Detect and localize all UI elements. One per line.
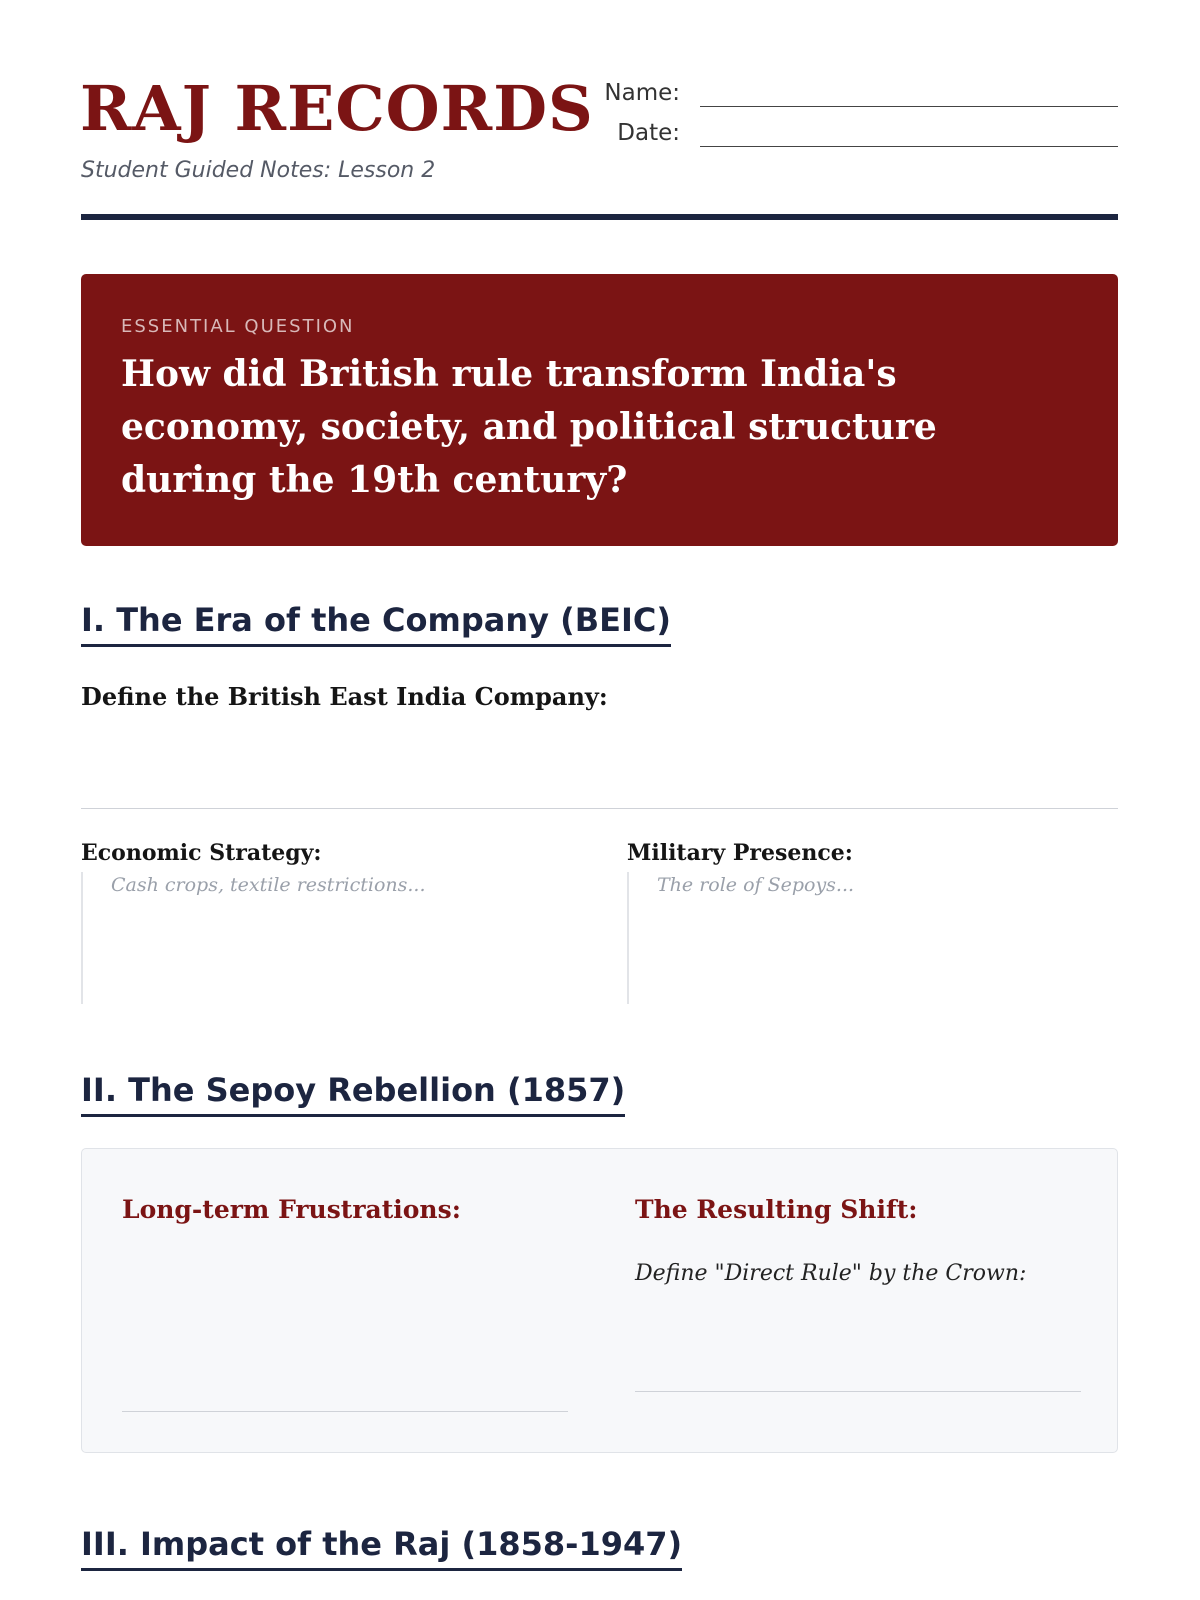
header-divider xyxy=(81,214,1118,220)
date-field[interactable] xyxy=(700,146,1118,147)
economic-strategy-notes[interactable] xyxy=(81,872,583,1004)
name-label: Name: xyxy=(604,80,680,106)
define-company-answer-line[interactable] xyxy=(81,808,1118,809)
name-row xyxy=(590,80,1118,112)
section-heading-company: I. The Era of the Company (BEIC) xyxy=(81,600,671,647)
define-company-prompt: Define the British East India Company: xyxy=(81,682,608,711)
rebellion-panel xyxy=(81,1148,1118,1453)
resulting-shift-label: The Resulting Shift: xyxy=(635,1195,918,1224)
direct-rule-prompt: Define "Direct Rule" by the Crown: xyxy=(635,1261,1027,1286)
brand-title: RAJ RECORDS xyxy=(80,72,594,145)
essential-question-text: How did British rule transform India's economy, society, and political structure during the 19th century? xyxy=(121,353,937,501)
date-row xyxy=(590,120,1118,152)
date-label: Date: xyxy=(617,120,680,146)
lesson-subtitle: Student Guided Notes: Lesson 2 xyxy=(81,158,436,183)
name-field[interactable] xyxy=(700,106,1118,107)
section-heading-impact: III. Impact of the Raj (1858-1947) xyxy=(81,1524,682,1571)
direct-rule-answer-line[interactable] xyxy=(635,1391,1081,1392)
section-heading-rebellion: II. The Sepoy Rebellion (1857) xyxy=(81,1070,625,1117)
essential-question-label: ESSENTIAL QUESTION xyxy=(121,316,355,337)
frustrations-label: Long-term Frustrations: xyxy=(122,1195,461,1224)
essential-question-box xyxy=(81,274,1118,546)
military-presence-label: Military Presence: xyxy=(627,840,853,866)
military-presence-notes[interactable] xyxy=(627,872,1119,1004)
economic-strategy-label: Economic Strategy: xyxy=(81,840,322,866)
military-presence-hint: The role of Sepoys... xyxy=(657,874,855,896)
frustrations-answer-line[interactable] xyxy=(122,1411,568,1412)
economic-strategy-hint: Cash crops, textile restrictions... xyxy=(111,874,426,896)
